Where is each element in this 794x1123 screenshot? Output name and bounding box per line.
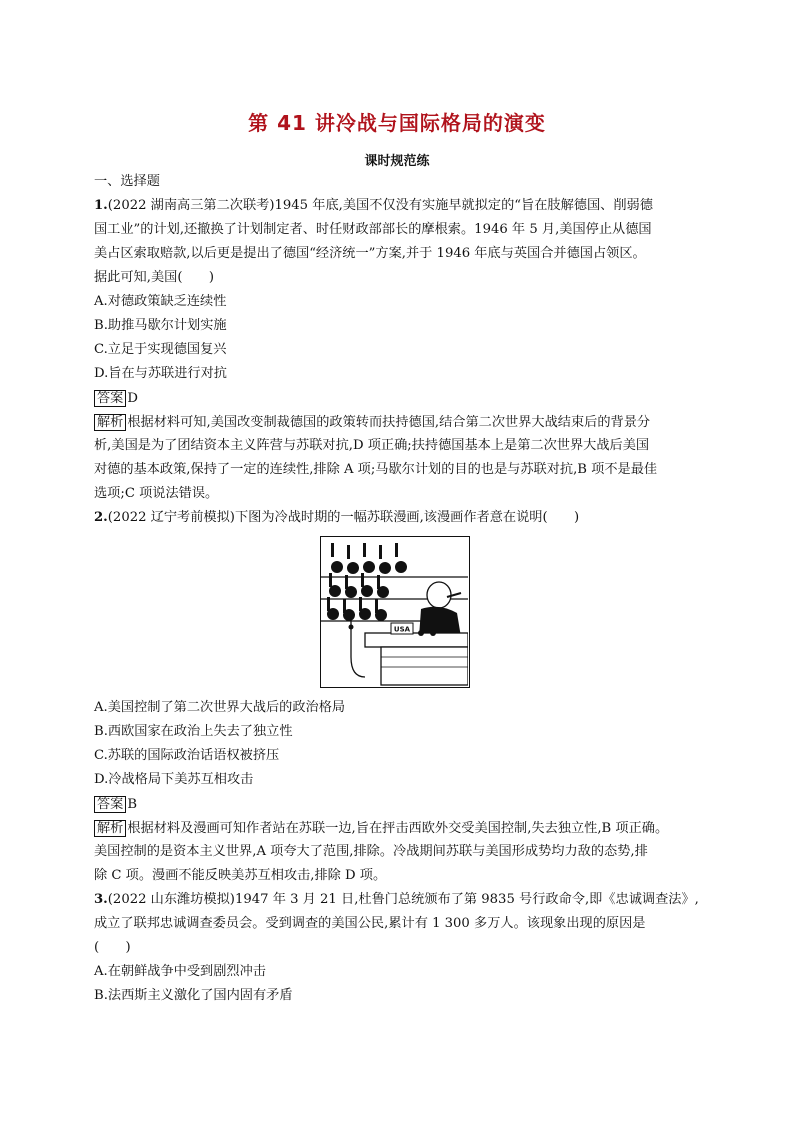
question-1-analysis-line-2: 析,美国是为了团结资本主义阵营与苏联对抗,D 项正确;扶持德国基本上是第二次世界大战后美国 [94, 438, 650, 453]
desk-sign-text: USA [393, 625, 411, 634]
question-2-analysis-line-2: 美国控制的是资本主义世界,A 项夸大了范围,排除。冷战期间苏联与美国形成势均力敌的态势,排 [94, 844, 648, 859]
answer-value: D [127, 391, 138, 406]
question-2-option-b: B.西欧国家在政治上失去了独立性 [94, 724, 293, 739]
page-subtitle: 课时规范练 [364, 154, 430, 169]
question-3-line-3: ( ) [94, 940, 131, 955]
question-number: 3. [94, 892, 108, 907]
question-1-line-2: 国工业”的计划,还撤换了计划制定者、时任财政部部长的摩根索。1946 年 5 月,美国停止从德国 [94, 222, 652, 237]
question-3-option-a: A.在朝鲜战争中受到剧烈冲击 [94, 964, 266, 979]
question-1-analysis-line-1: 解析 根据材料可知,美国改变制裁德国的政策转而扶持德国,结合第二次世界大战结束后的背景分 [94, 414, 714, 431]
answer-value: B [127, 797, 138, 812]
question-2-line-1: 2.(2022 辽宁考前模拟)下图为冷战时期的一幅苏联漫画,该漫画作者意在说明( ) [94, 510, 580, 525]
question-2-option-d: D.冷战格局下美苏互相攻击 [94, 772, 254, 787]
question-2-option-a: A.美国控制了第二次世界大战后的政治格局 [94, 700, 346, 715]
page-title: 第 41 讲冷战与国际格局的演变 [248, 111, 546, 135]
question-number: 2. [94, 510, 108, 525]
question-1-answer [94, 390, 714, 407]
answer-tag: 答案 [94, 796, 126, 813]
question-3-line-2: 成立了联邦忠诚调查委员会。受到调查的美国公民,累计有 1 300 多万人。该现象出现的原因是 [94, 916, 646, 931]
question-1-line-1: 1.(2022 湖南高三第二次联考)1945 年底,美国不仅没有实施早就拟定的“旨在肢解德国、削弱德 [94, 198, 653, 213]
analysis-tag: 解析 [94, 414, 126, 431]
question-1-option-a: A.对德政策缺乏连续性 [94, 294, 227, 309]
section-heading: 一、选择题 [94, 174, 160, 189]
question-3-option-b: B.法西斯主义激化了国内固有矛盾 [94, 988, 293, 1003]
question-3-line-1: 3.(2022 山东潍坊模拟)1947 年 3 月 21 日,杜鲁门总统颁布了第 9835 号行政命令,即《忠诚调查法》, [94, 892, 699, 907]
question-1-option-c: C.立足于实现德国复兴 [94, 342, 227, 357]
question-number: 1. [94, 198, 108, 213]
cartoon-figure [320, 536, 470, 688]
answer-tag: 答案 [94, 390, 126, 407]
question-2-answer [94, 796, 714, 813]
question-1-line-3: 美占区索取赔款,以后更是提出了德国“经济统一”方案,并于 1946 年底与英国合并德国占领区。 [94, 246, 646, 261]
cartoon-drawing [321, 537, 468, 686]
analysis-tag: 解析 [94, 820, 126, 837]
question-2-analysis-line-1: 解析 根据材料及漫画可知作者站在苏联一边,旨在抨击西欧外交受美国控制,失去独立性,B 项正确。 [94, 820, 714, 837]
question-1-option-d: D.旨在与苏联进行对抗 [94, 366, 227, 381]
question-1-option-b: B.助推马歇尔计划实施 [94, 318, 227, 333]
question-1-analysis-line-3: 对德的基本政策,保持了一定的连续性,排除 A 项;马歇尔计划的目的也是与苏联对抗,B 项不是最佳 [94, 462, 658, 477]
question-1-line-4: 据此可知,美国( ) [94, 270, 214, 285]
question-2-option-c: C.苏联的国际政治话语权被挤压 [94, 748, 280, 763]
question-1-analysis-line-4: 选项;C 项说法错误。 [94, 486, 219, 501]
question-2-analysis-line-3: 除 C 项。漫画不能反映美苏互相攻击,排除 D 项。 [94, 868, 387, 883]
